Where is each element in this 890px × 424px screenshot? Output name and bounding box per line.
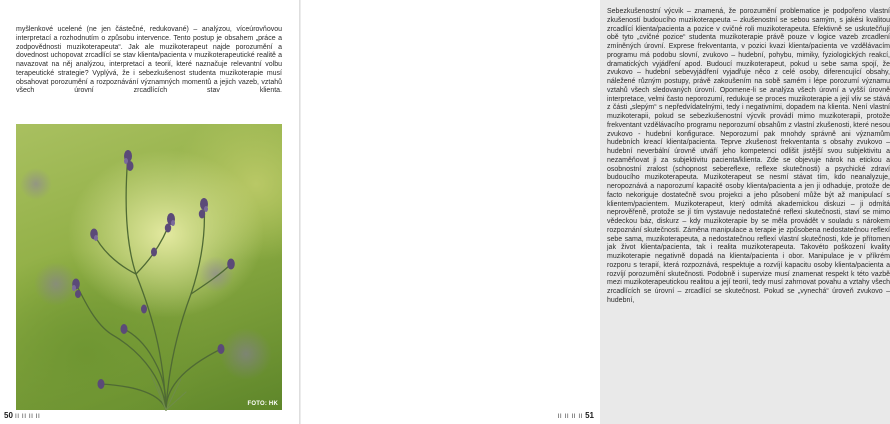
right-folio bbox=[558, 411, 594, 420]
right-page-text: Sebezkušenostní výcvik – znamená, že porozumění problematice je podpořeno vlastní zkušeností budoucího muzikoterapeuta – zkušenostní se sebou samým, s jakési kvalitou zrcadlící klienta/pacienta a pozice v cvičné roli muzikoterapeuta. Efektivně se uskutečňují obě tyto „cvičné pozice“ studenta muzikoterapie právě pouze v logice vazeb zrcadlení zmíněných úrovní. Exprese frekventanta, v pozici kvazi klienta/pacienta ve vzdělávacím programu má podobu slovní, zvukovo – hudební, pohybu, mimiky, fyziologických reakcí, dramatických vyjádření apod. Budoucí muzikoterapeut, pokud u sebe sama spojí, že zvukovo – hudební sebevyjádření vyjadřuje něco z celé osoby, diferencující obsahy, náležené různým postupy, právě zakoušením na sobě samém i lépe porozumí významu vztahů všech sledovaných úrovní. Opomene-li se analýza všech úrovní a vyšší úrovně interpretace, velmi často neporozumí, redukuje se proces muzikoterapie a její vliv se stává z části „slepým“ s nepředvídatelnými, tedy i negativními, dopadem na klienta. Není vlastní muzikoterapii, pokud se sebezkušenostní výcvik provádí mimo muzikoterapii, protože frekventant vzdělávacího programu neporozumí obsahům z vlastní zkušenosti, které nesou zvukovo - hudební konfigurace. Neporozumí pak mnohdy správně ani významům hudebních kreací klienta/pacienta. Teprve zkušenost frekventanta s obsahy zvukovo – hudební neverbální úrovně utváří jeho kompetenci odlišit jistější svou subjektivitu a nezaměňovat ji za subjektivitu pacienta/klienta. Zde se objevuje nárok na etickou a osobnostní zralost (schopnost sebereflexe, reflexe skutečnosti) a psychické zdraví budoucího muzikoterapeuta. Muzikoterapeut se nesmí stávat tím, kdo neanalyzuje, neropoznává a naporozumí kapacitě osoby klienta/pacienta a jen ji odhaduje, protože de facto nekoriguje dostatečně svou projekci a jeho působení může být až manipulací s klientem/pacientem. Muzikoterapeut, který odmítá akademickou diskuzi – ji odmítá neprověřeně, protože se jí tím vystavuje nedostatečné reflexi skutečnosti, staví se mimo vědeckou báz, diskurz – kdy muzikoterapie by se měla provádět v souladu s nárokem rozpoznání skutečnosti. Záměna manipulace a terapie je způsobena nedostatečnou reflexí sebe sama, muzikoterapeuta, a nedostatečnou reflexí vlastní skutečnosti, kde je přítomen jak život klienta/pacienta, tak i realita muzikoterapeuta. Takovéto poškození kvality muzikoterapie negativně dopadá na klienta/pacienta i obor. Manipulace je v příkrém rozporu s terapií, která rozpoznává, respektuje a rozvíjí kapacitu osoby klienta/pacienta a rozvíjí porozumění skutečnosti. Podobně i supervize musí znamenat respekt k této vazbě mezi muzikoterapeutickou realitou a její teorií, tedy musí zahrnovat povahu a vztahy všech zrcadlících se úrovní – zrcadlící se skutečnost. Pokud se „vynechá“ úroveň zvukovo – hudební, bbox=[607, 8, 890, 304]
left-page-text: myšlenkové ucelené (ne jen částečné, redukované) – analýzou, víceúrovňovou interpretací a rozhodnutím o způsobu intervence. Tento postup je obsahem „práce a zodpovědnosti muzikoterapeuta“. Jak ale muzikoterapeut najde porozumění a dovednost uchopovat zrcadlící se stav klienta/pacienta v muzikoterapeutické realitě a navazovat na něj analýzou, interpretací a teorií, které naznačuje relevantní volbu terapeutické strategie? Vyplývá, že i sebezkušenost studenta muzikoterapie musí obsahovat porozumění a rozpoznávání významných momentů a jejich vazeb, vztahů všech úrovní zrcadlících stav klienta. bbox=[16, 26, 282, 95]
page-number-right: 51 bbox=[585, 411, 594, 420]
left-page bbox=[0, 0, 300, 424]
right-page bbox=[300, 0, 890, 424]
photo-credit: FOTO: HK bbox=[247, 401, 278, 407]
folio-bars-right: II II II II bbox=[557, 413, 583, 420]
lavender-illustration bbox=[16, 124, 282, 410]
page-number-left: 50 bbox=[4, 411, 13, 420]
lavender-photo bbox=[16, 124, 282, 410]
folio-bars-left: II II II II bbox=[15, 413, 41, 420]
left-folio bbox=[4, 411, 40, 420]
